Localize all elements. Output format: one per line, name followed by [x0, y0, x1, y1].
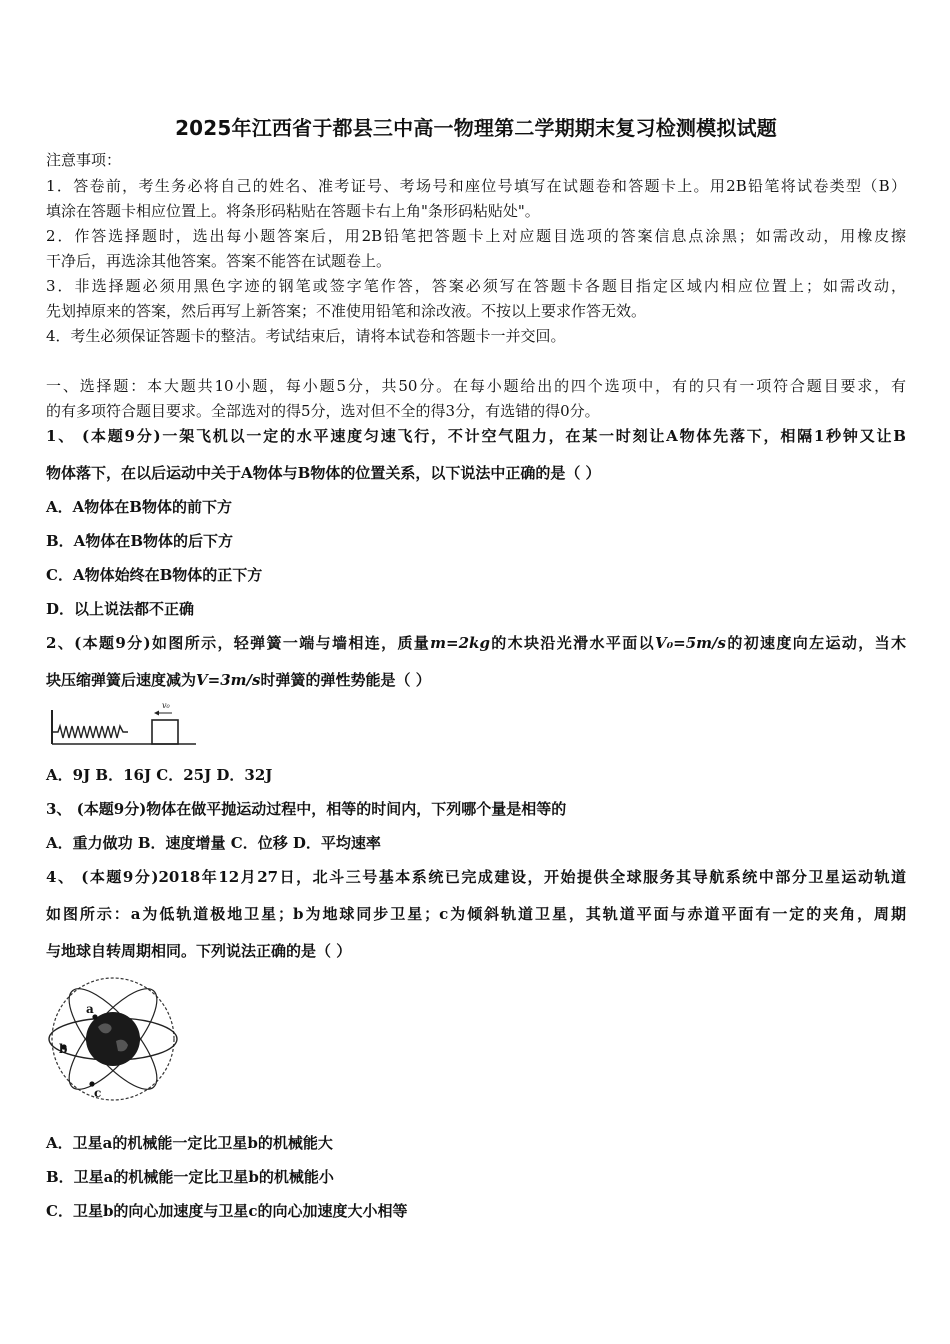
question-1-stem: 1、 (本题9分)一架飞机以一定的水平速度匀速飞行，不计空气阻力，在某一时刻让A物体先落下，相隔1秒钟又让B — [46, 427, 906, 445]
page-title: 2025年江西省于都县三中高一物理第二学期期末复习检测模拟试题 — [175, 116, 777, 140]
velocity-label: v₀ — [162, 701, 170, 710]
notice-line: 干净后，再选涂其他答案。答案不能答在试题卷上。 — [46, 252, 392, 270]
q2-text: 块压缩弹簧后速度减为 — [46, 671, 197, 689]
question-1-option-a: A．A物体在B物体的前下方 — [46, 498, 232, 516]
q2-text: 的木块沿光滑水平面以 — [489, 634, 655, 652]
question-3-options: A．重力做功 B．速度增量 C．位移 D．平均速率 — [46, 834, 381, 852]
block — [152, 720, 178, 744]
question-4-option-c: C．卫星b的向心加速度与卫星c的向心加速度大小相等 — [46, 1202, 408, 1220]
notice-line: 2．作答选择题时，选出每小题答案后，用2B铅笔把答题卡上对应题目选项的答案信息点涂黑；如需改动，用橡皮擦 — [46, 227, 906, 245]
notice-line: 填涂在答题卡相应位置上。将条形码粘贴在答题卡右上角"条形码粘贴处"。 — [46, 202, 540, 220]
q2-final-velocity: V=3m/s — [196, 671, 261, 689]
satellite-orbit-figure — [46, 975, 184, 1103]
question-4-stem: 与地球自转周期相同。下列说法正确的是（ ） — [46, 942, 352, 960]
question-2-stem — [46, 633, 906, 653]
q2-text: 时弹簧的弹性势能是（ ） — [260, 671, 431, 689]
question-3-stem: 3、 (本题9分)物体在做平抛运动过程中，相等的时间内，下列哪个量是相等的 — [46, 800, 567, 818]
question-1-option-d: D．以上说法都不正确 — [46, 600, 195, 618]
orbit-label-b: b — [59, 1042, 68, 1056]
notice-line: 先划掉原来的答案，然后再写上新答案；不准使用铅笔和涂改液。不按以上要求作答无效。 — [46, 302, 647, 320]
question-2-options: A．9J B．16J C．25J D．32J — [46, 766, 273, 784]
orbit-label-c: c — [94, 1086, 102, 1100]
q2-mass: m=2kg — [430, 634, 490, 652]
notice-heading: 注意事项： — [46, 151, 122, 169]
question-4-option-b: B．卫星a的机械能一定比卫星b的机械能小 — [46, 1168, 334, 1186]
section-instructions: 一、选择题：本大题共10小题，每小题5分，共50分。在每小题给出的四个选项中，有的只有一项符合题目要求，有 — [46, 377, 906, 395]
question-4-stem: 如图所示：a为低轨道极地卫星；b为地球同步卫星；c为倾斜轨道卫星，其轨道平面与赤道平面有一定的夹角，周期 — [46, 905, 906, 923]
notice-line: 1．答卷前，考生务必将自己的姓名、准考证号、考场号和座位号填写在试题卷和答题卡上。用2B铅笔将试卷类型（B） — [46, 177, 906, 195]
question-2-stem — [46, 670, 431, 690]
question-4-stem: 4、 (本题9分)2018年12月27日，北斗三号基本系统已完成建设，开始提供全球服务其导航系统中部分卫星运动轨道 — [46, 868, 906, 886]
question-1-option-c: C．A物体始终在B物体的正下方 — [46, 566, 263, 584]
spring — [52, 726, 128, 738]
question-4-option-a: A．卫星a的机械能一定比卫星b的机械能大 — [46, 1134, 333, 1152]
section-instructions: 的有多项符合题目要求。全部选对的得5分，选对但不全的得3分，有选错的得0分。 — [46, 402, 600, 420]
q2-initial-velocity: V₀=5m/s — [654, 634, 726, 652]
q2-text: 的初速度向左运动，当木 — [725, 634, 906, 652]
arrow-head-icon — [154, 711, 159, 716]
question-1-option-b: B．A物体在B物体的后下方 — [46, 532, 233, 550]
question-1-stem: 物体落下，在以后运动中关于A物体与B物体的位置关系，以下说法中正确的是（ ） — [46, 464, 601, 482]
q2-text: 2、(本题9分)如图所示，轻弹簧一端与墙相连，质量 — [46, 634, 431, 652]
spring-block-figure — [50, 700, 200, 748]
orbit-label-a: a — [86, 1002, 94, 1016]
earth-icon — [86, 1012, 140, 1066]
notice-line: 4．考生必须保证答题卡的整洁。考试结束后，请将本试卷和答题卡一并交回。 — [46, 327, 566, 345]
notice-line: 3．非选择题必须用黑色字迹的钢笔或签字笔作答，答案必须写在答题卡各题目指定区域内相应位置上；如需改动， — [46, 277, 906, 295]
